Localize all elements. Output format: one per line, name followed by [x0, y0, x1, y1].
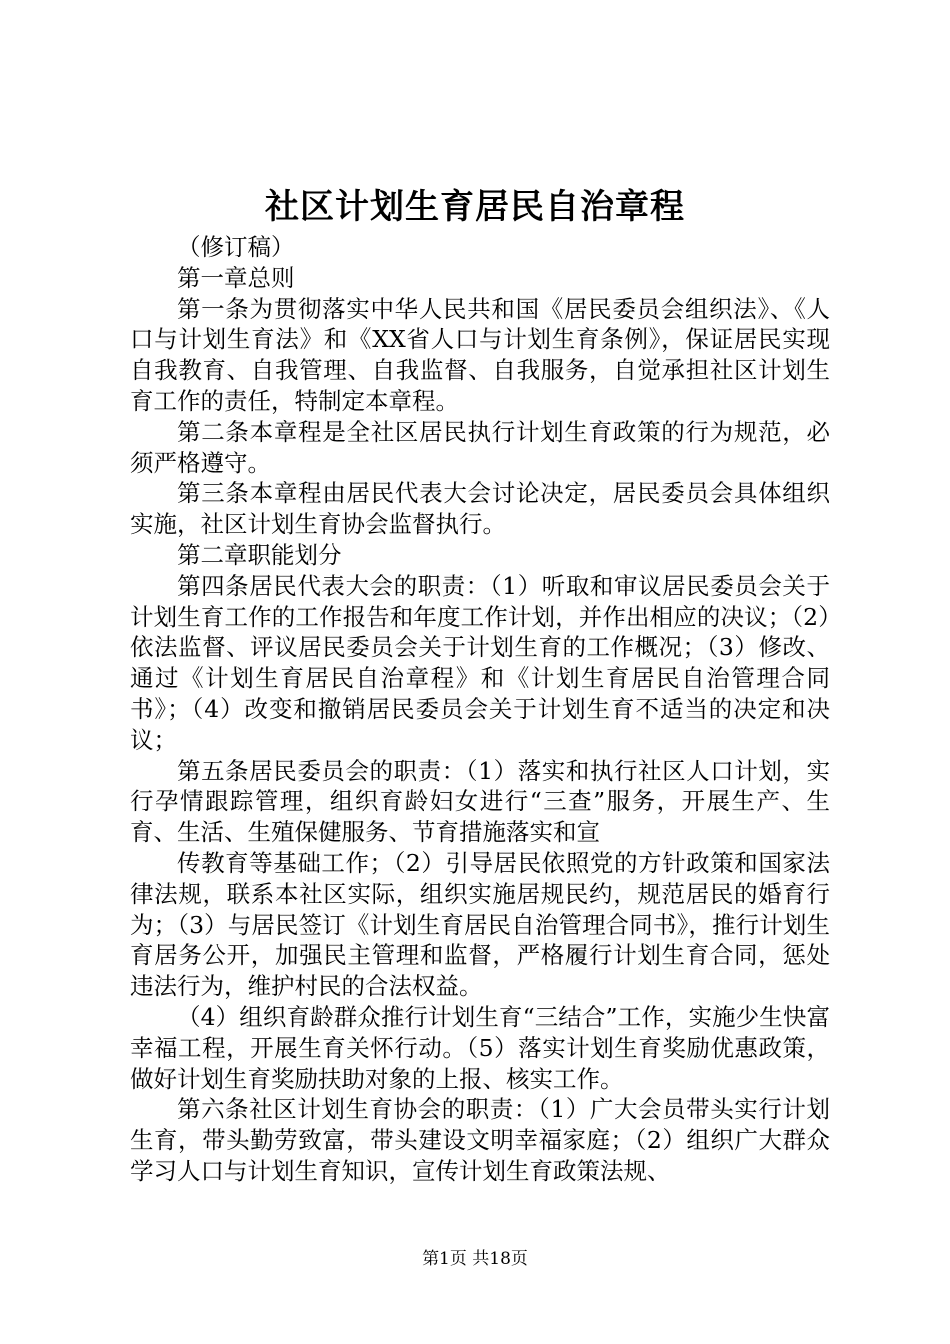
article-paragraph: 传教育等基础工作；（2）引导居民依照党的方针政策和国家法律法规，联系本社区实际，组织实施居规民约，规范居民的婚育行为；（3）与居民签订《计划生育居民自治管理合同书》，推行计划生育居务公开，加强民主管理和监督，严格履行计划生育合同，惩处违法行为，维护村民的合法权益。 [130, 848, 830, 1001]
article-paragraph: 第六条社区计划生育协会的职责：（1）广大会员带头实行计划生育，带头勤劳致富，带头建设文明幸福家庭；（2）组织广大群众学习人口与计划生育知识，宣传计划生育政策法规、 [130, 1095, 830, 1185]
revision-note: （修订稿） [177, 233, 295, 261]
article-paragraph: 第四条居民代表大会的职责：（1）听取和审议居民委员会关于计划生育工作的工作报告和年度工作计划，并作出相应的决议；（2）依法监督、评议居民委员会关于计划生育的工作概况；（3）修改、通过《计划生育居民自治章程》和《计划生育居民自治管理合同书》；（4）改变和撤销居民委员会关于计划生育不适当的决定和决议； [130, 571, 830, 754]
article-paragraph: 第一条为贯彻落实中华人民共和国《居民委员会组织法》、《人口与计划生育法》和《XX省人口与计划生育条例》，保证居民实现自我教育、自我管理、自我监督、自我服务，自觉承担社区计划生育工作的责任，特制定本章程。 [130, 294, 830, 415]
chapter-heading: 第二章职能划分 [177, 540, 342, 569]
article-paragraph: 第三条本章程由居民代表大会讨论决定，居民委员会具体组织实施，社区计划生育协会监督执行。 [130, 479, 830, 539]
chapter-heading: 第一章总则 [177, 263, 295, 292]
article-paragraph: 第二条本章程是全社区居民执行计划生育政策的行为规范，必须严格遵守。 [130, 417, 830, 477]
page-footer: 第1页 共18页 [422, 1249, 528, 1269]
document-body [130, 232, 830, 1187]
article-paragraph: （4）组织育龄群众推行计划生育“三结合”工作，实施少生快富幸福工程，开展生育关怀行动。（5）落实计划生育奖励优惠政策，做好计划生育奖励扶助对象的上报、核实工作。 [130, 1002, 830, 1093]
article-paragraph: 第五条居民委员会的职责：（1）落实和执行社区人口计划，实行孕情跟踪管理，组织育龄妇女进行“三查”服务，开展生产、生育、生活、生殖保健服务、节育措施落实和宣 [130, 756, 830, 847]
document-title: 社区计划生育居民自治章程 [265, 187, 685, 227]
